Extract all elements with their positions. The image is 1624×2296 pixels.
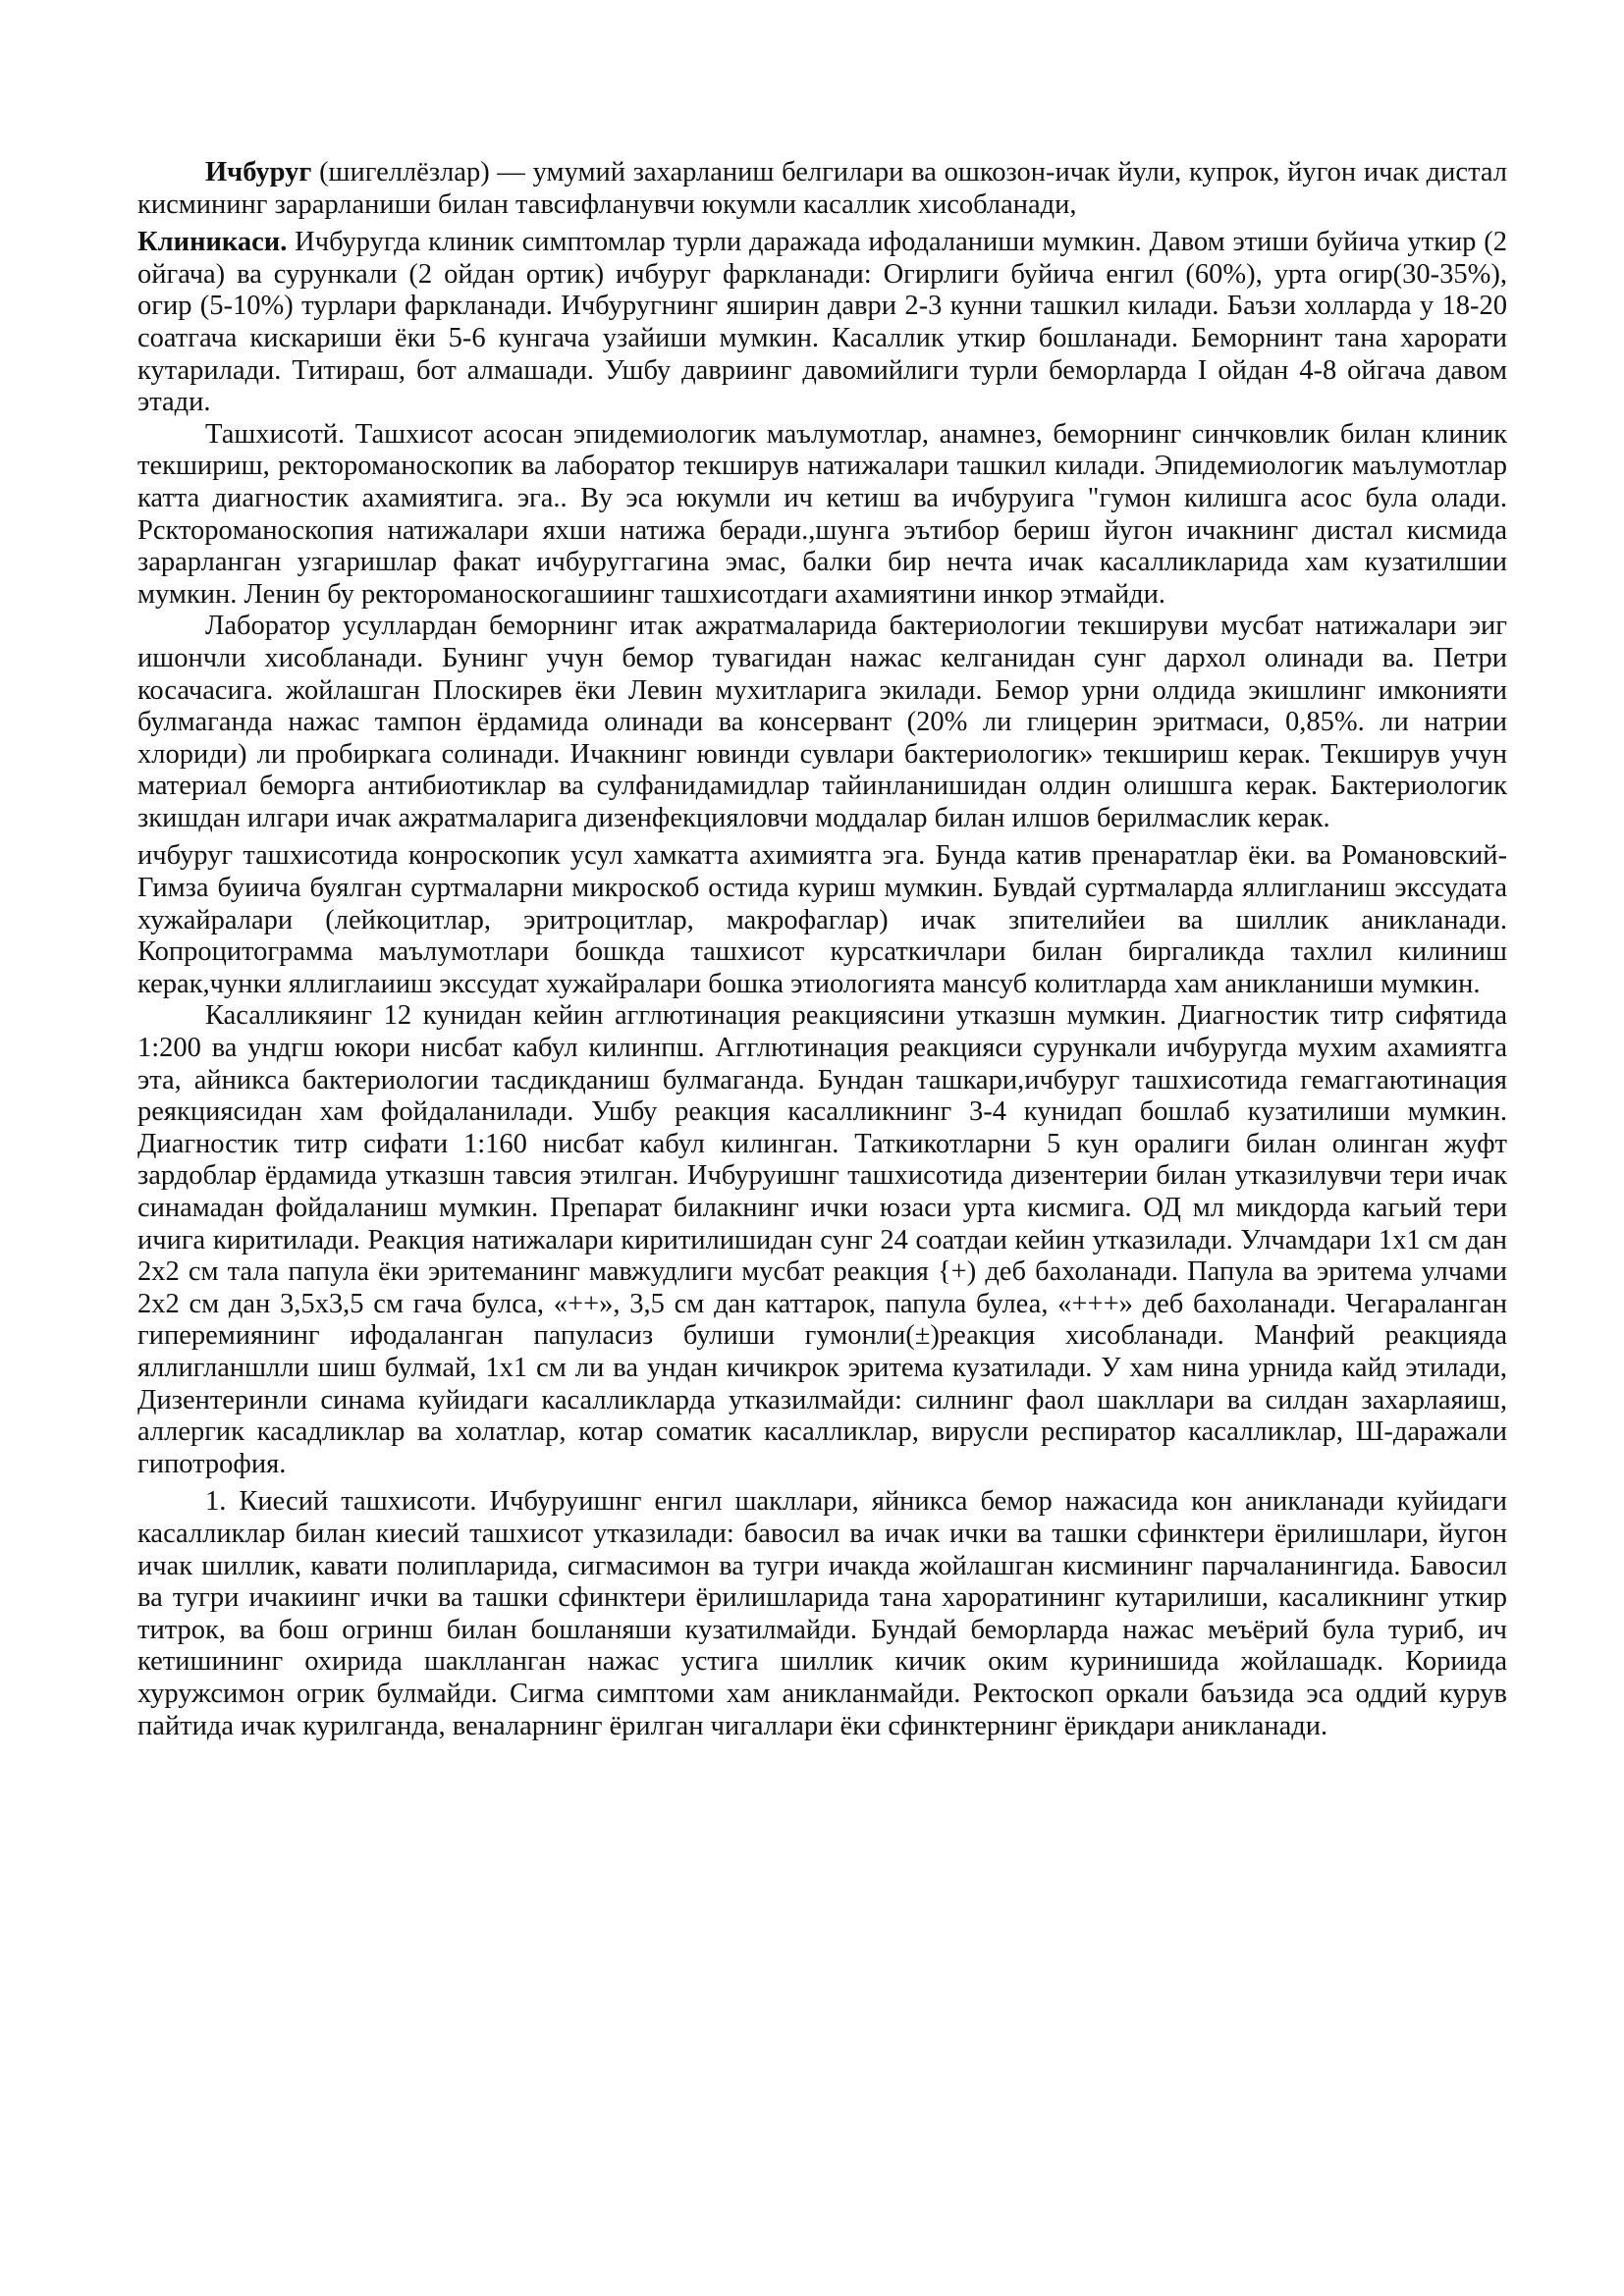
clinic-text: Ичбуругда клиник симптомлар турли даражада ифодаланиши мумкин. Давом этиши буйича уткир (2 ойгача) ва сурункали (2 ойдан ортик) ичбуруг фаркланади: Огирлиги буйича енгил (60%), урта огир(30-35%), огир (5-10%) турлари фаркланади. Ичбуругнинг яширин даври 2-3 кунни ташкил килади. Баъзи холларда у 18-20 соатгача кискариши ёки 5-6 кунгача узайиши мумкин. Касаллик уткир бошланади. Беморнинт тана харорати кутарилади. Титираш, бот алмашади. Ушбу давриинг давомийлиги турли беморларда I ойдан 4-8 ойгача давом этади. [137, 227, 1507, 418]
paragraph-definition [137, 157, 1507, 221]
definition-text: (шигеллёзлар) — умумий захарланиш белгилари ва ошкозон-ичак йули, купрок, йугон ичак дистал кисмининг зарарланиши билан тавсифланувчи юкумли касаллик хисобланади, [137, 157, 1507, 220]
paragraph-diagnosis: Ташхисотй. Ташхисот асосан эпидемиологик маълумотлар, анамнез, беморнинг синчковлик билан клиник текшириш, ректороманоскопик ва лаборатор текширув натижалари ташкил килади. Эпидемиологик маълумотлар катта диагностик ахамиятига. эга.. Ву эса юкумли ич кетиш ва ичбуруига "гумон килишга асос була олади. Рскторoманоскопия натижалари яхши натижа беради.,шунга эътибор бериш йугон ичакнинг дистал кисмида зарарланган узгаришлар факат ичбуруггагина эмас, балки бир нечта ичак касалликларида хам кузатилшии мумкин. Ленин бу ректороманоскогашиинг ташхисотдаги ахамиятини инкор этмайди. [137, 418, 1507, 610]
paragraph-coproscopy: ичбуруг ташхисотида конроскопик усул хамкатта ахимиятга эга. Бунда катив пренаратлар ёки. ва Романовский- Гимза буиича буялган суртмаларни микроскоб остида куриш мумкин. Бувдай суртмаларда яллигланиш экссудата хужайралари (лейкоцитлар, эритроцитлар, макрофаглар) ичак зпителийеи ва шиллик аникланади. Копроцитограмма маълумотлари бошкда ташхисот курсаткичлари билан биргаликда тахлил килиниш керак,чунки яллиглаииш экссудат хужайралари бошка этиологиятa мансуб колитларда хам аникланиши мумкин. [137, 840, 1507, 999]
paragraph-agglutination: Касалликяинг 12 кунидан кейин агглютинация реакциясини утказшн мумкин. Диагностик титр сифятида 1:200 ва ундгш юкори нисбат кабул килинпш. Агглютинация реакцияси сурункали ичбуругда мухим ахамиятга эта, айникса бактериологии тасдикданиш булмаганда. Бундан ташкари,ичбуруг ташхисотида гемаггаютинация реякциясидан хам фойдаланилади. Ушбу реакция касалликнинг 3-4 кунидап бошлаб кузатилиши мумкин. Диагностик титр сифати 1:160 нисбат кабул килинган. Таткикотларни 5 кун оралиги билан олинган жуфт зардоблар ёрдамида утказшн тавсия этилган. Ичбуруишнг ташхисотида дизентерии билан утказилувчи тери ичак синамадан фойдаланиш мумкин. Препарат билакнинг ички юзаси урта кисмига. ОД мл микдорда кагьий тери ичига киритилади. Реакция натижалари киритилишидан сунг 24 соатдаи кейин утказилади. Улчамдари 1x1 см дан 2x2 см тала папула ёки эритеманинг мавжудлиги мусбат реакция {+) деб бахоланади. Папула ва эритема улчами 2x2 см дан 3,5x3,5 см гача булса, «++», 3,5 см дан каттарок, папула булеа, «+++» деб бахоланади. Чегараланган гиперемиянинг ифодаланган папуласиз булиши гумонли(±)реакция хисобланади. Манфий реакцияда яллигланшлли шиш булмай, 1x1 см ли ва ундан кичикрок эритема кузатилади. У хам нина урнида кайд этилади, Дизентеринли синама куйидаги касалликларда утказилмайди: силнинг фаол шакллари ва силдан захарлаяиш, аллергик касадликлар ва холатлар, котар соматик касалликлар, вирусли респиратор касалликлар, Ш-даражали гипотрофия. [137, 1000, 1507, 1479]
paragraph-clinic [137, 227, 1507, 419]
document-page [137, 157, 1507, 1742]
list-item-differential-diagnosis: 1. Киесий ташхисоти. Ичбуруишнг енгил шакллари, яйникса бемор нажасида кон аникланади куйидаги касалликлар билан киесий ташхисот утказилади: бавосил ва ичак ички ва ташки сфинктери ёрилишлари, йугон ичак шиллик, кавати полипларида, сигмасимон ва тугри ичакда жойлашган кисмининг парчаланингида. Бавосил ва тугри ичакиинг ички ва ташки сфинктери ёрилишларида тана хароратининг кутарилиши, касаликнинг уткир титрок, ва бош огринш билан бошланяши кузатилмайди. Бундай беморларда нажас меъёрий була туриб, ич кетишининг охирида шаклланган нажас устига шиллик кичик оким куринишида жойлашадк. Кориида хуружсимон огрик булмайди. Сигма симптоми хам аникланмайди. Ректоскоп оркали баъзида эса оддий курув пайтида ичак курилганда, веналарнинг ёрилган чигаллари ёки сфинктернинг ёрикдари аникланади. [137, 1486, 1507, 1741]
heading-clinic: Клиникаси. [137, 227, 288, 258]
paragraph-lab-methods: Лаборатор усуллардан беморнинг итак ажратмаларида бактериологии текшируви мусбат натижалари эиг ишончли хисобланади. Бунинг учун бемор тувагидан нажас келганидан сунг дархол олинади ва. Петри косачасига. жойлашган Плоскирев ёки Левин мухитларига экилади. Бемор урни олдида экишлинг имконияти булмаганда нажас тампон ёрдамида олинади ва консервант (20% ли глицерин эритмаси, 0,85%. ли натрии хлориди) ли пробиркага солинади. Ичакнинг ювинди сувлари бактериологик» текшириш керак. Текширув учун материал беморга антибиотиклар ва сулфанидамидлар тайинланишидан олдин олишшга керак. Бактериологик зкишдан илгари ичак ажратмаларига дизенфекцияловчи моддалар билан илшов берилмаслик керак. [137, 611, 1507, 833]
term-ichburug: Ичбуруг [205, 157, 312, 187]
